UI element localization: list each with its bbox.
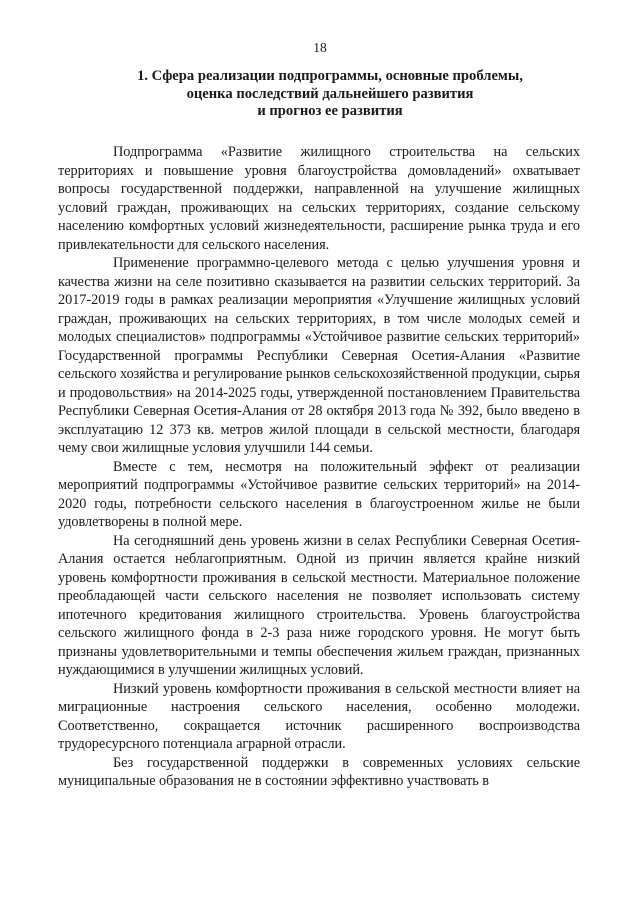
section-heading-line-3: и прогноз ее развития <box>257 103 403 119</box>
paragraph-state-support: Без государственной поддержки в современных условиях сельские муниципальные образования не в состоянии эффективно участвовать в <box>58 754 580 789</box>
section-heading-line-1: 1. Сфера реализации подпрограммы, основные проблемы, <box>137 68 523 84</box>
paragraph-living-standards: На сегодняшний день уровень жизни в селах Республики Северная Осетия-Алания остается неблагоприятным. Одной из причин является крайне низкий уровень комфортности проживания в сельской местности. Материальное положение преобладающей части сельского населения не позволяет использовать систему ипотечного кредитования жилищного строительства. Уровень благоустройства сельского жилищного фонда в 2-3 раза ниже городского уровня. Не могут быть признаны удовлетворительными и темпы обеспечения жильем граждан, признанных нуждающимися в улучшении жилищных условий. <box>58 532 580 678</box>
body-text <box>58 143 580 791</box>
paragraph-migration: Низкий уровень комфортности проживания в сельской местности влияет на миграционные настроения сельского населения, особенно молодежи. Соответственно, сокращается источник расширенного воспроизводства трудоресурсного потенциала аграрной отрасли. <box>58 680 580 752</box>
paragraph-unmet-needs: Вместе с тем, несмотря на положительный эффект от реализации мероприятий подпрограммы «Устойчивое развитие сельских территорий» на 2014-2020 годы, потребности сельского населения в благоустроенном жилье не были удовлетворены в полной мере. <box>58 458 580 530</box>
paragraph-subprogram-scope: Подпрограмма «Развитие жилищного строительства на сельских территориях и повышение уровня благоустройства домовладений» охватывает вопросы государственной поддержки, направленной на улучшение жилищных условий граждан, проживающих на сельских территориях, создание сельскому населению комфортных условий жизнедеятельности, расширение рынка труда и его привлекательности для сельского населения. <box>58 144 580 253</box>
page-number: 18 <box>313 40 327 55</box>
section-heading <box>100 68 560 121</box>
paragraph-program-results: Применение программно-целевого метода с целью улучшения уровня и качества жизни на селе позитивно сказывается на развитии сельских территорий. За 2017-2019 годы в рамках реализации мероприятия «Улучшение жилищных условий граждан, проживающих на сельских территориях, в том числе молодых семей и молодых специалистов» подпрограммы «Устойчивое развитие сельских территорий» Государственной программы Республики Северная Осетия-Алания «Развитие сельского хозяйства и регулирование рынков сельскохозяйственной продукции, сырья и продовольствия» на 2014-2025 годы, утвержденной постановлением Правительства Республики Северная Осетия-Алания от 28 октября 2013 года № 392, было введено в эксплуатацию 12 373 кв. метров жилой площади в сельской местности, благодаря чему свои жилищные условия улучшили 144 семьи. <box>58 255 580 456</box>
section-heading-line-2: оценка последствий дальнейшего развития <box>186 85 474 102</box>
